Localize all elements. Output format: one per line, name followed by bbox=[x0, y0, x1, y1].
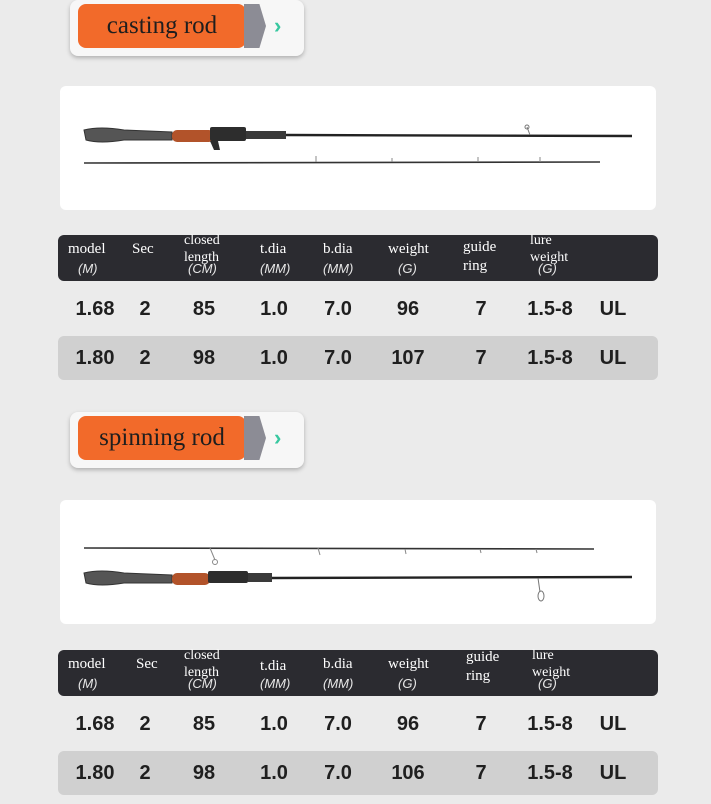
cell-closed-length: 85 bbox=[192, 298, 216, 320]
cell-sec: 2 bbox=[139, 713, 151, 735]
cell-guide-ring: 7 bbox=[475, 347, 487, 369]
header-guide-ring: guide ring bbox=[466, 649, 500, 684]
cell-lure-weight: 1.5-8 bbox=[527, 298, 573, 320]
table-row bbox=[58, 751, 658, 795]
cell-power: UL bbox=[599, 713, 627, 735]
cell-sec: 2 bbox=[139, 298, 151, 320]
cell-closed-length: 98 bbox=[192, 347, 216, 369]
cell-power: UL bbox=[599, 762, 627, 784]
cell-lure-weight: 1.5-8 bbox=[527, 762, 573, 784]
cell-lure-weight: 1.5-8 bbox=[527, 713, 573, 735]
spec-table-header: model (M) Sec closed length (CM) t.dia (MM) b.dia (MM) weight (G) guide ring lure weight (G) bbox=[58, 235, 658, 281]
cell-model: 1.80 bbox=[75, 762, 115, 784]
rod-image-panel-spinning bbox=[60, 500, 656, 624]
header-guide-ring: guide ring bbox=[463, 239, 497, 274]
cell-butt-diameter: 7.0 bbox=[324, 713, 352, 735]
cell-tip-diameter: 1.0 bbox=[260, 298, 288, 320]
section-title: casting rod bbox=[78, 4, 246, 48]
table-row bbox=[58, 336, 658, 380]
chevron-right-icon: › bbox=[274, 13, 282, 38]
fishing-rod-image bbox=[60, 86, 656, 210]
header-closed-length: closed length (CM) bbox=[184, 233, 220, 276]
cell-model: 1.68 bbox=[75, 298, 115, 320]
fishing-rod-image bbox=[60, 500, 656, 624]
cell-power: UL bbox=[599, 298, 627, 320]
spec-table-header: model (M) Sec closed length (CM) t.dia (MM) b.dia (MM) weight (G) guide ring lure weight (G) bbox=[58, 650, 658, 696]
tab-cap bbox=[244, 4, 266, 48]
header-closed-length: closed length (CM) bbox=[184, 648, 220, 691]
header-lure-weight: lure weight (G) bbox=[530, 233, 569, 276]
section-title: spinning rod bbox=[78, 416, 246, 460]
cell-model: 1.68 bbox=[75, 713, 115, 735]
cell-power: UL bbox=[599, 347, 627, 369]
cell-closed-length: 98 bbox=[192, 762, 216, 784]
cell-tip-diameter: 1.0 bbox=[260, 713, 288, 735]
cell-butt-diameter: 7.0 bbox=[324, 347, 352, 369]
cell-weight: 96 bbox=[396, 713, 420, 735]
section-tab-spinning bbox=[70, 412, 304, 468]
tab-cap bbox=[244, 416, 266, 460]
cell-sec: 2 bbox=[139, 762, 151, 784]
cell-sec: 2 bbox=[139, 347, 151, 369]
cell-weight: 106 bbox=[391, 762, 425, 784]
cell-model: 1.80 bbox=[75, 347, 115, 369]
cell-tip-diameter: 1.0 bbox=[260, 762, 288, 784]
cell-butt-diameter: 7.0 bbox=[324, 762, 352, 784]
cell-lure-weight: 1.5-8 bbox=[527, 347, 573, 369]
cell-butt-diameter: 7.0 bbox=[324, 298, 352, 320]
rod-image-panel-casting bbox=[60, 86, 656, 210]
cell-guide-ring: 7 bbox=[475, 762, 487, 784]
table-row bbox=[58, 702, 658, 746]
section-tab-casting bbox=[70, 0, 304, 56]
cell-guide-ring: 7 bbox=[475, 713, 487, 735]
table-row bbox=[58, 287, 658, 331]
cell-weight: 96 bbox=[396, 298, 420, 320]
chevron-right-icon: › bbox=[274, 425, 282, 450]
cell-tip-diameter: 1.0 bbox=[260, 347, 288, 369]
cell-guide-ring: 7 bbox=[475, 298, 487, 320]
header-lure-weight: lure weight (G) bbox=[532, 648, 571, 691]
cell-weight: 107 bbox=[391, 347, 425, 369]
cell-closed-length: 85 bbox=[192, 713, 216, 735]
